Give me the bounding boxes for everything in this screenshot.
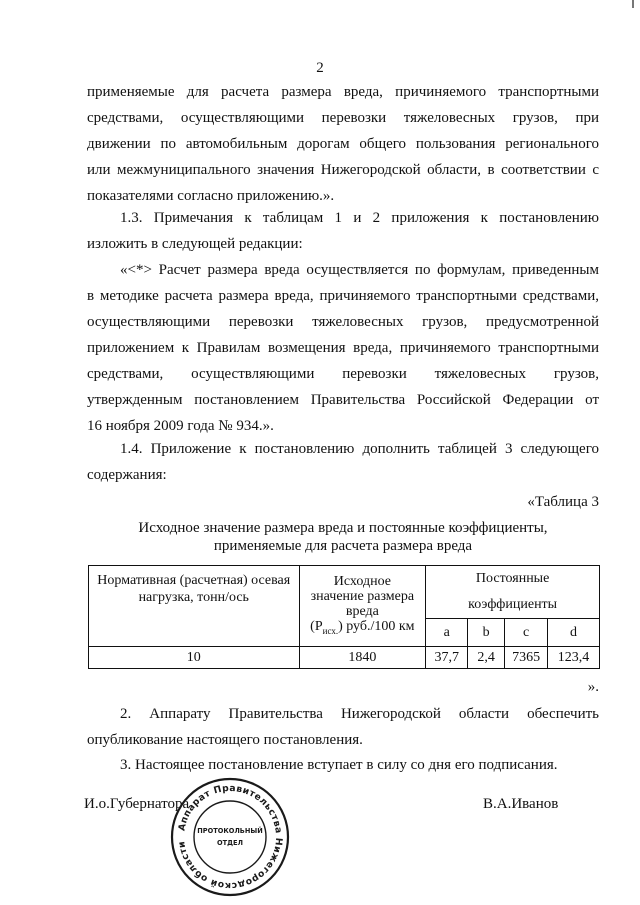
cell-c: 7365	[505, 647, 548, 669]
text-line: утвержденным постановлением Правительства Российской Федерации от	[87, 392, 599, 408]
cell-load: 10	[89, 647, 300, 669]
official-stamp	[168, 775, 292, 899]
paragraph-1-4	[87, 436, 599, 488]
header-base-line: значение размера	[310, 588, 415, 604]
table-close: ».	[587, 679, 599, 695]
table-row	[89, 647, 600, 669]
header-coef-d: d	[548, 619, 600, 647]
header-base-unit	[300, 619, 426, 639]
text-line: средствами, осуществляющими перевозки тяжеловесных грузов, при	[87, 110, 599, 126]
signatory-name: В.А.Иванов	[483, 796, 559, 812]
header-base-line: Исходное	[333, 573, 391, 589]
paragraph-notes	[87, 257, 599, 439]
text-line: осуществляющими перевозки тяжеловесных грузов, предусмотренной	[87, 314, 599, 330]
text-line: в методике расчета размера вреда, причиняемого транспортными средствами,	[87, 288, 599, 304]
text-line: 2. Аппарату Правительства Нижегородской области обеспечить	[120, 706, 599, 722]
coefficients-table	[88, 565, 600, 669]
paragraph-1	[87, 79, 599, 209]
header-coef-a: a	[426, 619, 468, 647]
text-line: показателями согласно приложению.».	[87, 188, 335, 204]
stamp-outer-ring	[172, 779, 288, 895]
table-title	[87, 519, 599, 555]
header-coef-c: c	[505, 619, 548, 647]
stamp-ring-text: Аппарат Правительства Нижегородской области	[176, 782, 285, 892]
header-base-value	[299, 566, 426, 647]
unit-suffix: ) руб./100 км	[338, 618, 415, 634]
stamp-center-line: ПРОТОКОЛЬНЫЙ	[197, 827, 263, 835]
header-coefficients-line: коэффициенты	[468, 597, 558, 612]
table-label: «Таблица 3	[527, 494, 599, 510]
text-line: движении по автомобильным дорогам общего пользования регионального	[87, 136, 599, 152]
paragraph-1-3	[87, 205, 599, 257]
cell-a: 37,7	[426, 647, 468, 669]
header-coef-b: b	[468, 619, 505, 647]
text-line: средствами, осуществляющими перевозки тяжеловесных грузов,	[87, 366, 599, 382]
header-coefficients	[426, 566, 600, 619]
text-line: 16 ноября 2009 года № 934.».	[87, 418, 274, 434]
table-title-line: Исходное значение размера вреда и постоянные коэффициенты,	[138, 520, 548, 536]
stamp-center-line: ОТДЕЛ	[217, 839, 243, 847]
text-line: или межмуниципального значения Нижегородской области, в соответствии с	[87, 162, 599, 178]
header-axle-load: Нормативная (расчетная) осевая нагрузка, тонн/ось	[89, 566, 300, 647]
page-number: 2	[316, 60, 324, 76]
cell-d: 123,4	[548, 647, 600, 669]
unit-subscript: исх.	[322, 625, 339, 636]
text-line: изложить в следующей редакции:	[87, 236, 303, 252]
cell-base: 1840	[299, 647, 426, 669]
unit-prefix: (P	[310, 618, 323, 634]
table-title-line: применяемые для расчета размера вреда	[213, 538, 473, 554]
signatory-position: И.о.Губернатора	[84, 796, 190, 812]
text-line: 1.3. Примечания к таблицам 1 и 2 приложения к постановлению	[120, 210, 599, 226]
text-line: применяемые для расчета размера вреда, причиняемого транспортными	[87, 84, 599, 100]
text-line: 3. Настоящее постановление вступает в силу со дня его подписания.	[120, 757, 558, 773]
header-coefficients-line: Постоянные	[475, 571, 550, 586]
paragraph-3	[87, 752, 599, 778]
paragraph-2	[87, 701, 599, 753]
text-line: приложением к Правилам возмещения вреда, причиняемого транспортными	[87, 340, 599, 356]
scan-mark	[632, 0, 634, 8]
cell-b: 2,4	[468, 647, 505, 669]
text-line: 1.4. Приложение к постановлению дополнить таблицей 3 следующего	[120, 441, 599, 457]
header-base-line: вреда	[345, 603, 379, 619]
text-line: «<*> Расчет размера вреда осуществляется по формулам, приведенным	[120, 262, 599, 278]
table-close-block	[87, 674, 599, 700]
text-line: содержания:	[87, 467, 167, 483]
table-label-block	[87, 489, 599, 515]
text-line: опубликование настоящего постановления.	[87, 732, 363, 748]
stamp-inner-ring	[194, 801, 266, 873]
